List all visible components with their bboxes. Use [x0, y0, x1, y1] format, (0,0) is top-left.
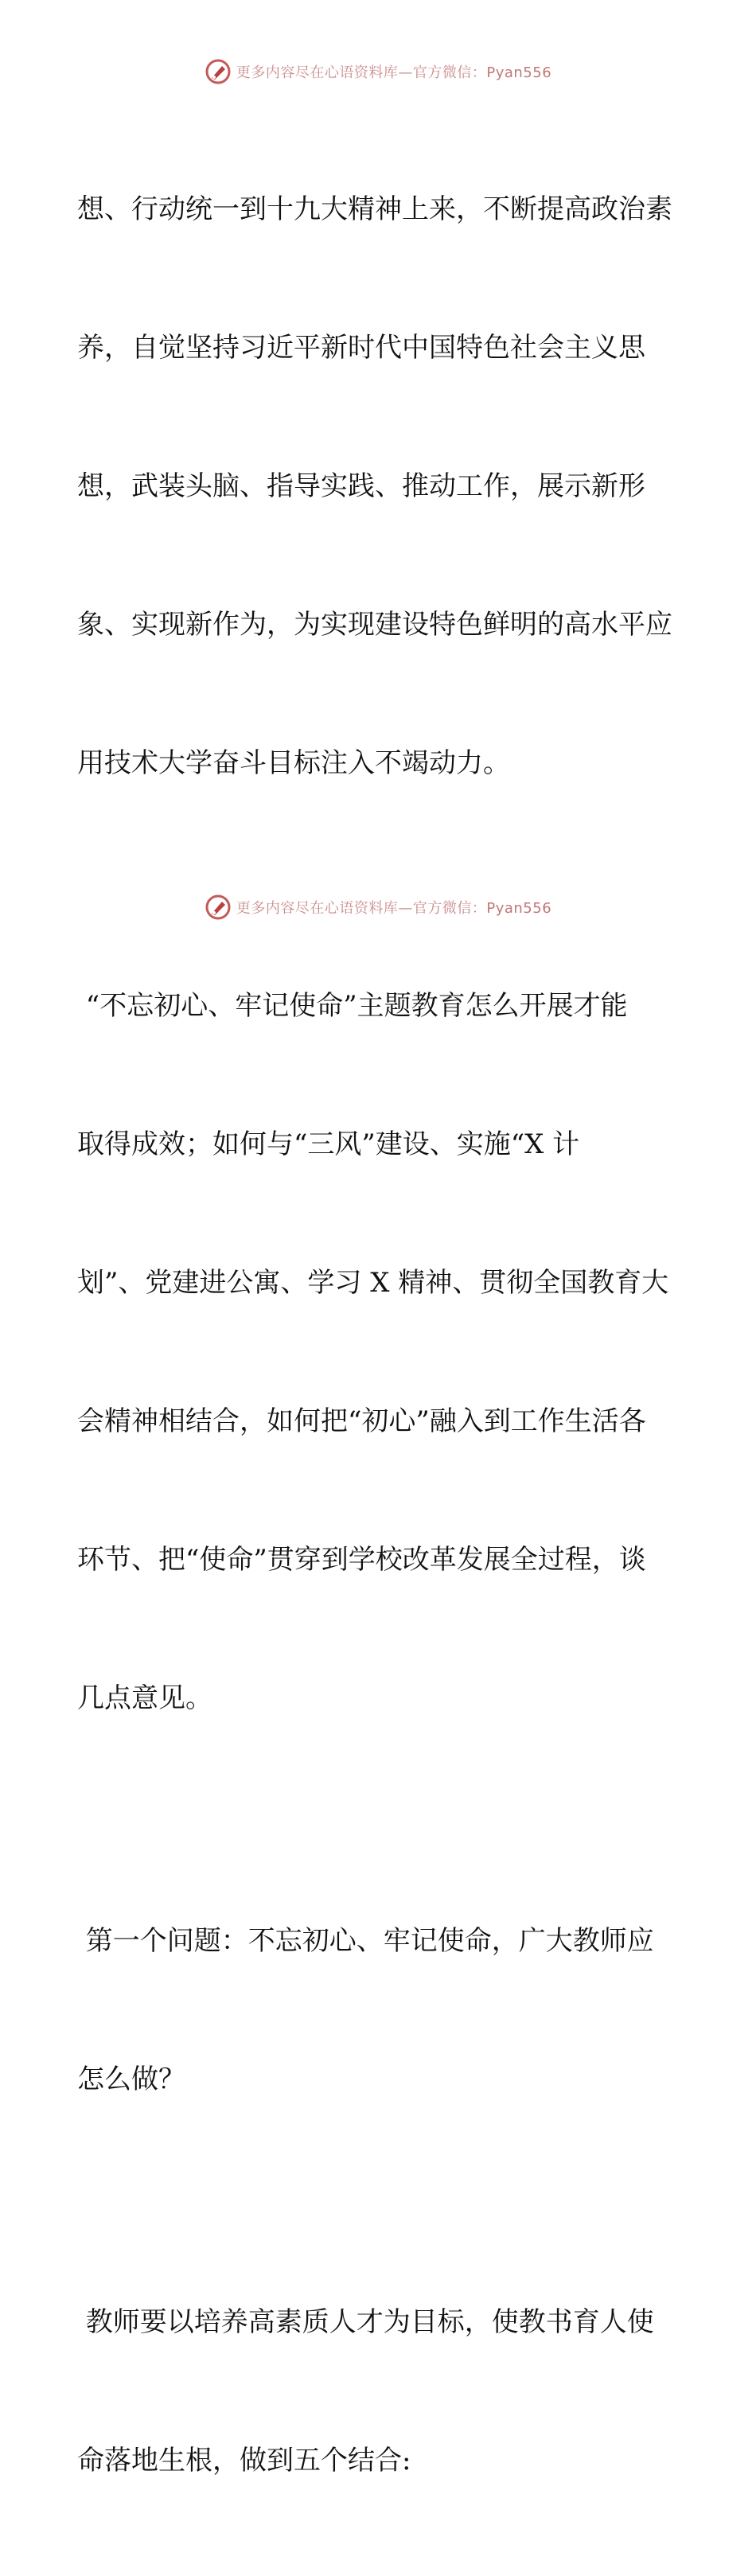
- text-line: 会精神相结合，如何把“初心”融入到工作生活各: [77, 1405, 646, 1437]
- paragraph-2: [77, 890, 682, 1814]
- pen-nib-logo-icon: [205, 58, 232, 85]
- watermark-text: 更多内容尽在心语资料库—官方微信：Pyan556: [236, 900, 552, 917]
- text-line: 教师要以培养高素质人才为目标，使教书育人使: [77, 2306, 654, 2338]
- watermark-text: 更多内容尽在心语资料库—官方微信：Pyan556: [236, 64, 552, 81]
- text-line: 划”、党建进公寓、学习 X 精神、贯彻全国教育大: [77, 1267, 669, 1299]
- footer-watermark-banner: [0, 891, 756, 923]
- text-line: 想，武装头脑、指导实践、推动工作，展示新形: [77, 470, 645, 502]
- pen-nib-logo-icon: [205, 894, 232, 921]
- header-watermark-banner: [0, 56, 756, 88]
- text-line: 几点意见。: [77, 1682, 212, 1714]
- text-line: “不忘初心、牢记使命”主题教育怎么开展才能: [77, 990, 628, 1022]
- text-line: 命落地生根，做到五个结合:: [77, 2445, 411, 2477]
- document-body: [77, 94, 682, 2576]
- text-line: 想、行动统一到十九大精神上来，不断提高政治素: [77, 193, 672, 225]
- text-line: 象、实现新作为，为实现建设特色鲜明的高水平应: [77, 609, 672, 641]
- paragraph-3-question: [77, 1826, 682, 2195]
- paragraph-4: [77, 2207, 682, 2576]
- text-line: 养，自觉坚持习近平新时代中国特色社会主义思: [77, 332, 645, 364]
- text-line: 怎么做？: [77, 2064, 185, 2095]
- paragraph-1: [77, 94, 682, 879]
- text-line: 取得成效；如何与“三风”建设、实施“X 计: [77, 1128, 580, 1160]
- text-line: 环节、把“使命”贯穿到学校改革发展全过程，谈: [77, 1544, 646, 1576]
- text-line: 第一个问题：不忘初心、牢记使命，广大教师应: [77, 1925, 654, 1957]
- text-line: 用技术大学奋斗目标注入不竭动力。: [77, 747, 510, 779]
